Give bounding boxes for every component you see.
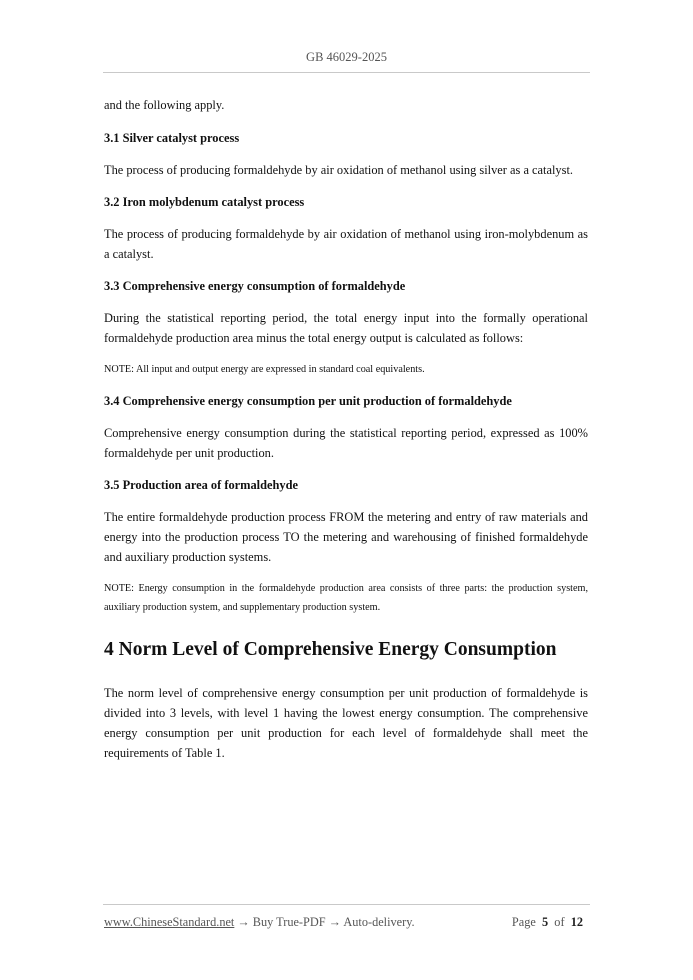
intro-text: and the following apply.	[104, 98, 225, 112]
header-divider	[103, 72, 590, 73]
section-3-5-heading: 3.5 Production area of formaldehyde	[104, 478, 298, 492]
section-3-5-text: The entire formaldehyde production process FROM the metering and entry of raw materials and energy into the production process TO the metering and warehousing of finished formaldehyde and auxiliary production systems.	[104, 510, 588, 564]
section-3-3-note: NOTE: All input and output energy are expressed in standard coal equivalents.	[104, 364, 425, 375]
website-link[interactable]: www.ChineseStandard.net	[104, 915, 235, 929]
page-number	[512, 915, 583, 930]
arrow-right-icon: →	[328, 915, 341, 929]
section-3-2-heading: 3.2 Iron molybdenum catalyst process	[104, 195, 305, 209]
section-4-heading: 4 Norm Level of Comprehensive Energy Consumption	[104, 639, 557, 660]
section-3-4-text: Comprehensive energy consumption during the statistical reporting period, expressed as 100% formaldehyde per unit production.	[104, 426, 588, 460]
section-3-4-heading: 3.4 Comprehensive energy consumption per unit production of formaldehyde	[104, 394, 512, 408]
document-body	[104, 95, 588, 763]
section-3-5-note: NOTE: Energy consumption in the formaldehyde production area consists of three parts: the production system, auxiliary production system, and supplementary production system.	[104, 583, 588, 613]
of-label: of	[554, 915, 565, 929]
page-header: GB 46029-2025	[306, 50, 387, 64]
page-label: Page	[511, 915, 536, 929]
section-4-text: The norm level of comprehensive energy consumption per unit production of formaldehyde is divided into 3 levels, with level 1 having the lowest energy consumption. The comprehensive energy consumption per unit production for each level of formaldehyde shall meet the requirements of Table 1.	[104, 686, 588, 760]
auto-delivery-text: Auto-delivery.	[343, 915, 415, 929]
footer-divider	[103, 904, 590, 905]
section-3-1-heading: 3.1 Silver catalyst process	[104, 131, 240, 145]
footer-links	[104, 915, 415, 930]
section-3-3-heading: 3.3 Comprehensive energy consumption of formaldehyde	[104, 279, 406, 293]
arrow-right-icon: →	[237, 915, 250, 929]
section-3-1-text: The process of producing formaldehyde by air oxidation of methanol using silver as a catalyst.	[104, 163, 573, 177]
section-3-3-text: During the statistical reporting period, the total energy input into the formally operational formaldehyde production area minus the total energy output is calculated as follows:	[104, 311, 588, 345]
section-3-2-text: The process of producing formaldehyde by air oxidation of methanol using iron-molybdenum as a catalyst.	[104, 227, 588, 261]
total-pages: 12	[570, 915, 583, 929]
buy-true-pdf-link[interactable]: Buy True-PDF	[252, 915, 326, 929]
current-page: 5	[541, 915, 549, 929]
